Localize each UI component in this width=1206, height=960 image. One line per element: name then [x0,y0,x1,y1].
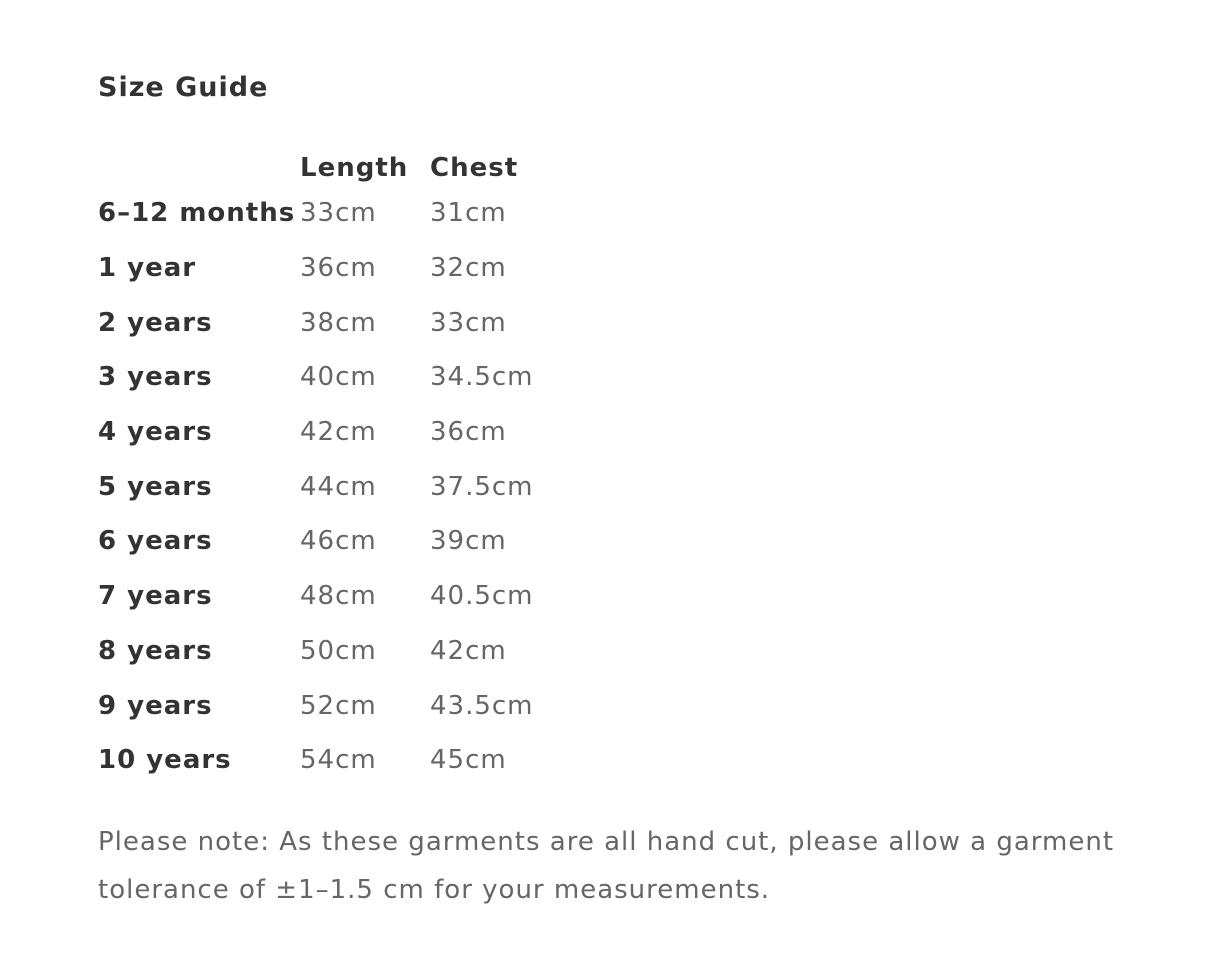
size-guide-content [98,70,1158,940]
header-chest: Chest [430,153,519,183]
chest-value: 31cm [430,198,507,229]
size-label: 5 years [98,471,213,502]
table-row [98,186,590,241]
page-title: Size Guide [98,72,269,103]
table-row [98,733,590,788]
size-table-body [98,186,590,788]
header-size [98,150,300,186]
size-label: 3 years [98,362,213,393]
length-value: 46cm [300,526,377,557]
chest-value: 36cm [430,417,507,448]
length-value: 33cm [300,198,377,229]
size-table [98,150,590,788]
length-value: 42cm [300,417,377,448]
length-value: 48cm [300,581,377,612]
size-label: 6–12 months [98,198,296,229]
size-label: 7 years [98,581,213,612]
table-row [98,405,590,460]
length-value: 44cm [300,471,377,502]
length-value: 36cm [300,253,377,284]
size-label: 2 years [98,307,213,338]
chest-value: 37.5cm [430,471,534,502]
length-value: 38cm [300,307,377,338]
tolerance-note: Please note: As these garments are all hand cut, please allow a garment tolerance of ±1–1.5 cm for your measurements. [98,826,1115,905]
chest-value: 43.5cm [430,690,534,721]
table-row [98,514,590,569]
length-value: 50cm [300,635,377,666]
size-label: 6 years [98,526,213,557]
table-row [98,295,590,350]
header-length: Length [300,153,409,183]
size-label: 9 years [98,690,213,721]
size-table-header [98,150,590,186]
table-row [98,241,590,296]
table-row [98,678,590,733]
length-value: 54cm [300,745,377,776]
chest-value: 40.5cm [430,581,534,612]
chest-value: 32cm [430,253,507,284]
size-label: 10 years [98,745,232,776]
table-row [98,624,590,679]
chest-value: 33cm [430,307,507,338]
table-row [98,569,590,624]
size-label: 1 year [98,253,197,284]
chest-value: 45cm [430,745,507,776]
table-row [98,459,590,514]
chest-value: 39cm [430,526,507,557]
chest-value: 42cm [430,635,507,666]
chest-value: 34.5cm [430,362,534,393]
length-value: 40cm [300,362,377,393]
table-row [98,350,590,405]
size-label: 4 years [98,417,213,448]
size-label: 8 years [98,635,213,666]
length-value: 52cm [300,690,377,721]
header-row [98,150,590,186]
